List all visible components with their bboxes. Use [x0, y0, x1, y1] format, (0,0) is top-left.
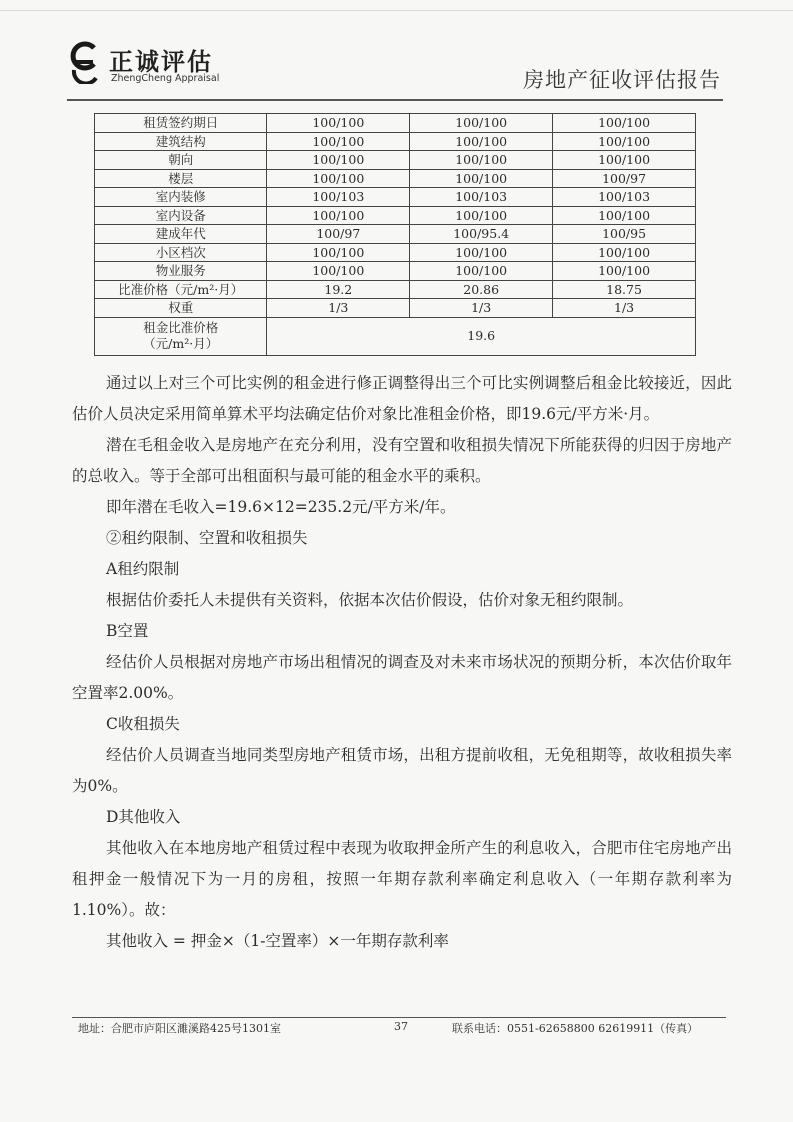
row-label: 比准价格（元/m²·月）: [95, 280, 267, 299]
table-row: [95, 243, 696, 262]
comparable-2-value: 100/100: [410, 169, 553, 188]
final-price-label-line1: 租金比准价格: [143, 320, 219, 335]
comparable-3-value: 100/95: [553, 225, 696, 244]
comparison-table-body: [95, 114, 696, 356]
comparable-1-value: 100/103: [267, 188, 410, 207]
subheading-collection-loss: C收租损失: [106, 715, 180, 733]
paragraph-potential-gross-income-definition: 潜在毛租金收入是房地产在充分利用，没有空置和收租损失情况下所能获得的归因于房地产的总收入。等于全部可出租面积与最可能的租金水平的乘积。: [72, 436, 732, 485]
final-price-value: 19.6: [267, 317, 696, 355]
table-row: [95, 151, 696, 170]
table-row-final: [95, 317, 696, 355]
comparison-table: [94, 113, 696, 356]
comparable-2-value: 100/95.4: [410, 225, 553, 244]
zhengcheng-logo-icon: [67, 40, 101, 84]
paragraph-vacancy: 经估价人员根据对房地产市场出租情况的调查及对未来市场状况的预期分析，本次估价取年空置率2.00%。: [72, 653, 732, 702]
subheading-other-income: D其他收入: [106, 808, 181, 826]
comparable-2-value: 20.86: [410, 280, 553, 299]
row-label: 建成年代: [95, 225, 267, 244]
table-row: [95, 114, 696, 133]
row-label: 楼层: [95, 169, 267, 188]
row-label: 建筑结构: [95, 132, 267, 151]
table-row: [95, 299, 696, 318]
paragraph-adjustment-conclusion: 通过以上对三个可比实例的租金进行修正调整得出三个可比实例调整后租金比较接近，因此估价人员决定采用简单算术平均法确定估价对象比准租金价格，即19.6元/平方米·月。: [72, 374, 732, 423]
comparable-3-value: 100/100: [553, 151, 696, 170]
comparable-2-value: 1/3: [410, 299, 553, 318]
row-label: 租赁签约期日: [95, 114, 267, 133]
row-label: 物业服务: [95, 262, 267, 281]
paragraph-lease-restriction: 根据估价委托人未提供有关资料，依据本次估价假设，估价对象无租约限制。: [106, 591, 634, 609]
comparable-2-value: 100/100: [410, 262, 553, 281]
comparable-1-value: 19.2: [267, 280, 410, 299]
page-number: 37: [394, 1020, 408, 1033]
comparable-2-value: 100/100: [410, 206, 553, 225]
footer-address: 地址：合肥市庐阳区濉溪路425号1301室: [78, 1022, 281, 1035]
logo-english-name: ZhengCheng Appraisal: [111, 73, 220, 84]
row-label: 朝向: [95, 151, 267, 170]
footer-phone: 联系电话：0551-62658800 62619911（传真）: [452, 1022, 699, 1035]
comparable-3-value: 100/103: [553, 188, 696, 207]
row-label: 室内装修: [95, 188, 267, 207]
comparable-2-value: 100/100: [410, 151, 553, 170]
table-row: [95, 262, 696, 281]
comparable-1-value: 100/100: [267, 262, 410, 281]
paragraph-collection-loss: 经估价人员调查当地同类型房地产租赁市场，出租方提前收租，无免租期等，故收租损失率为0%。: [72, 746, 732, 795]
comparable-1-value: 100/100: [267, 169, 410, 188]
footer-divider: [72, 1017, 726, 1018]
page-header: [0, 0, 793, 100]
table-row: [95, 206, 696, 225]
comparable-3-value: 18.75: [553, 280, 696, 299]
subheading-lease-restriction: A租约限制: [106, 560, 180, 578]
final-price-label-line2: （元/m²·月）: [143, 336, 219, 351]
table-row: [95, 280, 696, 299]
company-logo: [67, 38, 297, 94]
comparable-1-value: 100/100: [267, 151, 410, 170]
comparable-3-value: 100/100: [553, 262, 696, 281]
paragraph-annual-potential-income: 即年潜在毛收入=19.6×12=235.2元/平方米/年。: [106, 498, 456, 516]
comparable-1-value: 100/100: [267, 132, 410, 151]
section-heading-lease-vacancy-loss: ②租约限制、空置和收租损失: [106, 529, 308, 547]
comparable-1-value: 100/100: [267, 206, 410, 225]
logo-chinese-name: 正诚评估: [109, 48, 213, 76]
header-divider: [67, 99, 723, 101]
comparable-1-value: 100/97: [267, 225, 410, 244]
comparable-1-value: 100/100: [267, 114, 410, 133]
row-label: 室内设备: [95, 206, 267, 225]
table-row: [95, 132, 696, 151]
comparable-2-value: 100/103: [410, 188, 553, 207]
comparable-3-value: 1/3: [553, 299, 696, 318]
comparable-3-value: 100/100: [553, 114, 696, 133]
comparable-3-value: 100/97: [553, 169, 696, 188]
comparable-1-value: 100/100: [267, 243, 410, 262]
comparable-2-value: 100/100: [410, 243, 553, 262]
document-body: [72, 368, 732, 957]
table-row: [95, 188, 696, 207]
report-title: 房地产征收评估报告: [523, 68, 721, 92]
comparable-1-value: 1/3: [267, 299, 410, 318]
table-row: [95, 169, 696, 188]
subheading-vacancy: B空置: [106, 622, 149, 640]
paragraph-other-income: 其他收入在本地房地产租赁过程中表现为收取押金所产生的利息收入，合肥市住宅房地产出租押金一般情况下为一月的房租，按照一年期存款利率确定利息收入（一年期存款利率为1.10%）。故：: [72, 839, 732, 919]
final-price-label: [95, 317, 267, 355]
row-label: 小区档次: [95, 243, 267, 262]
comparable-3-value: 100/100: [553, 132, 696, 151]
comparable-3-value: 100/100: [553, 206, 696, 225]
comparable-3-value: 100/100: [553, 243, 696, 262]
formula-other-income: 其他收入 = 押金×（1-空置率）×一年期存款利率: [106, 932, 449, 950]
row-label: 权重: [95, 299, 267, 318]
comparable-2-value: 100/100: [410, 132, 553, 151]
table-row: [95, 225, 696, 244]
comparable-2-value: 100/100: [410, 114, 553, 133]
